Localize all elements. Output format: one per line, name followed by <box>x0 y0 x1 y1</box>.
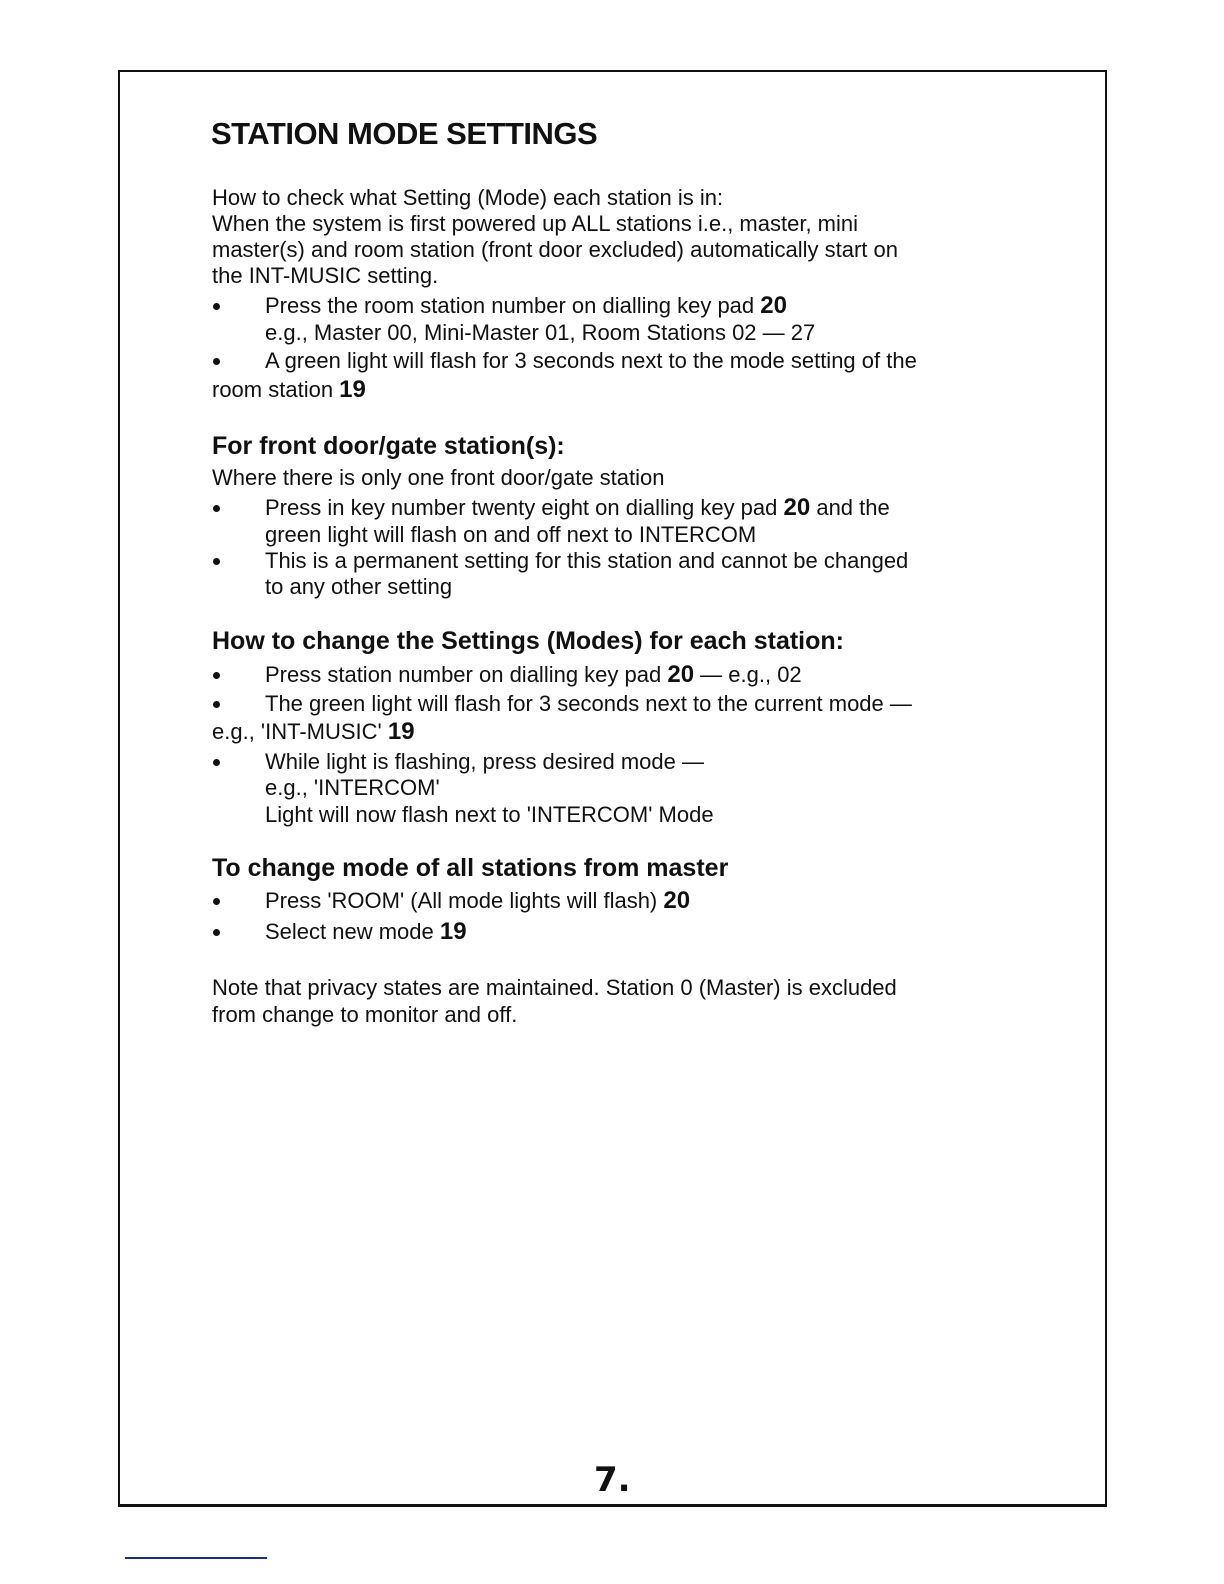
figure-ref: 19 <box>339 376 366 403</box>
text-line: the INT-MUSIC setting. <box>212 263 439 288</box>
section-heading: How to change the Settings (Modes) for each station: <box>212 627 844 655</box>
text-line: e.g., 'INTERCOM' <box>265 775 440 800</box>
bullet-item: This is a permanent setting for this station and cannot be changed <box>265 548 909 573</box>
bullet-item <box>265 888 690 914</box>
text-line <box>212 377 366 403</box>
bullet-text: room station <box>212 377 340 402</box>
text-line: Light will now flash next to 'INTERCOM' Mode <box>265 802 714 827</box>
bullet-icon <box>213 358 220 365</box>
bullet-text: e.g., 'INT-MUSIC' <box>212 719 388 744</box>
bullet-icon <box>213 701 220 708</box>
scan-underline <box>125 1557 267 1559</box>
text-line: to any other setting <box>265 574 453 599</box>
bullet-text: Press station number on dialling key pad <box>265 662 668 687</box>
note-line: Note that privacy states are maintained. Station 0 (Master) is excluded <box>212 975 897 1000</box>
text-line: green light will flash on and off next to INTERCOM <box>265 522 757 547</box>
bullet-icon <box>213 759 220 766</box>
bullet-icon <box>213 303 220 310</box>
section-heading: For front door/gate station(s): <box>212 432 565 460</box>
figure-ref: 20 <box>667 661 695 688</box>
bullet-text: Press 'ROOM' (All mode lights will flash) <box>265 888 664 913</box>
text-line: Where there is only one front door/gate station <box>212 465 665 490</box>
text-line: How to check what Setting (Mode) each station is in: <box>212 185 724 210</box>
bullet-item <box>265 495 890 521</box>
text-line: e.g., Master 00, Mini-Master 01, Room Stations 02 — 27 <box>265 320 816 345</box>
bullet-icon <box>213 505 220 512</box>
bullet-icon <box>213 672 220 679</box>
bullet-item <box>265 919 467 945</box>
bullet-icon <box>213 929 220 936</box>
note-line: from change to monitor and off. <box>212 1002 518 1027</box>
bullet-icon <box>213 898 220 905</box>
figure-ref: 20 <box>760 292 787 319</box>
bullet-item: A green light will flash for 3 seconds next to the mode setting of the <box>265 348 917 373</box>
figure-ref: 19 <box>439 918 467 945</box>
bullet-text: and the <box>810 495 890 520</box>
bullet-item <box>265 293 787 319</box>
figure-ref: 20 <box>783 494 811 521</box>
bullet-text: — e.g., 02 <box>694 662 802 687</box>
bullet-text: Press the room station number on dialling key pad <box>265 293 761 318</box>
figure-ref: 20 <box>663 887 691 914</box>
text-line: When the system is first powered up ALL stations i.e., master, mini <box>212 211 859 236</box>
bullet-text: Press in key number twenty eight on dialling key pad <box>265 495 784 520</box>
text-line: master(s) and room station (front door excluded) automatically start on <box>212 237 898 262</box>
bullet-item <box>265 662 802 688</box>
page-number: 7. <box>594 1460 631 1500</box>
bullet-item: While light is flashing, press desired mode — <box>265 749 704 774</box>
section-heading: To change mode of all stations from master <box>212 854 729 882</box>
bullet-item: The green light will flash for 3 seconds next to the current mode — <box>265 691 912 716</box>
figure-ref: 19 <box>387 718 415 745</box>
page-title: STATION MODE SETTINGS <box>211 116 598 151</box>
text-line <box>212 719 415 745</box>
bullet-text: Select new mode <box>265 919 440 944</box>
bullet-icon <box>213 558 220 565</box>
